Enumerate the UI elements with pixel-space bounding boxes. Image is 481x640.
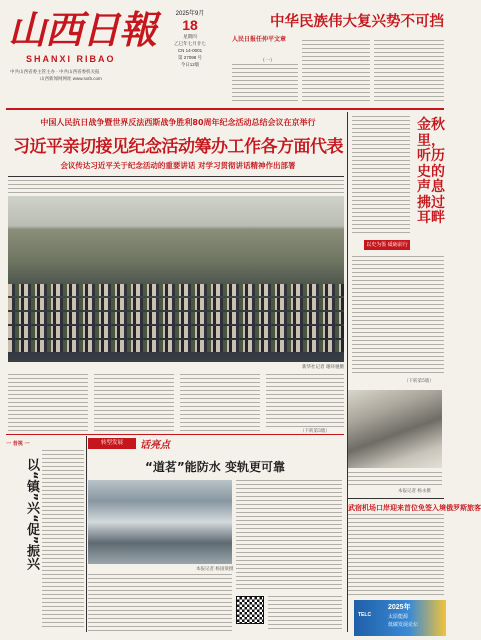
left-story-vertical-title[interactable]: 以“镇”兴“促”振兴 bbox=[24, 458, 39, 571]
page-count: 今日12版 bbox=[180, 62, 200, 67]
ad-title: 2025年 bbox=[388, 604, 411, 611]
right-column-headline[interactable]: 金秋里，听历史的声息拂过耳畔 bbox=[417, 117, 445, 226]
newspaper-logo[interactable]: 山西日報 bbox=[8, 7, 157, 52]
ad-brand: TELC bbox=[358, 612, 372, 618]
museum-photo-credit: 本报记者 杨永摄 bbox=[398, 489, 431, 494]
left-section-label: 一 昔视 一 bbox=[6, 441, 30, 447]
right-lower-rule bbox=[348, 498, 444, 499]
lead-story-kicker[interactable]: 中国人民抗日战争暨世界反法西斯战争胜利80周年纪念活动总结会议在京举行 bbox=[40, 118, 316, 127]
airport-story-body bbox=[348, 514, 444, 596]
feature-section-tag: 转型发展 bbox=[88, 438, 136, 449]
masthead bbox=[6, 6, 166, 86]
issue-code: CN 14-0001 bbox=[177, 48, 203, 53]
lower-section-divider bbox=[6, 434, 344, 435]
photo-credit: 新华社记者 谢环驰摄 bbox=[302, 365, 344, 370]
ad-line-1: 太原能源 bbox=[388, 614, 409, 620]
top-story-tag: 人民日报任仲平文章 bbox=[232, 36, 287, 43]
right-column-turn[interactable]: （下转第5版） bbox=[404, 379, 434, 384]
airport-story-headline[interactable]: 武宿机场口岸迎来首位免签入境俄罗斯旅客 bbox=[348, 504, 481, 512]
website-line[interactable]: 山西新闻网网址 www.sxrb.com bbox=[40, 76, 102, 81]
lead-story-body-col-2 bbox=[94, 374, 174, 434]
feature-section-label: 话亮点 bbox=[140, 440, 170, 451]
top-story-part: （一） bbox=[260, 58, 276, 64]
museum-caption bbox=[348, 472, 442, 486]
top-story-headline[interactable]: 中华民族伟大复兴势不可挡 bbox=[270, 14, 444, 30]
lead-story-body-col-1 bbox=[8, 374, 88, 434]
feature-body-tail bbox=[268, 596, 342, 630]
left-story-body bbox=[42, 450, 84, 630]
publisher-line: 中共山西省委主管主办 · 中共山西省委机关报 bbox=[10, 69, 100, 74]
top-story-body-col-3 bbox=[374, 40, 444, 104]
masthead-divider bbox=[6, 108, 444, 110]
lead-story-photo[interactable] bbox=[8, 196, 344, 362]
feature-photo[interactable] bbox=[88, 480, 232, 564]
logo-pinyin: SHANXI RIBAO bbox=[26, 54, 116, 64]
lead-story-subhead[interactable]: 会议传达习近平关于纪念活动的重要讲话 对学习贯彻讲话精神作出部署 bbox=[60, 161, 296, 170]
date-year-month: 2025年9月 bbox=[175, 11, 205, 17]
feature-headline[interactable]: “道茗”能防水 变轨更可靠 bbox=[145, 460, 285, 474]
right-column-body-1 bbox=[352, 116, 410, 236]
qr-code[interactable] bbox=[236, 596, 264, 624]
ad-line-2: 低碳发展论坛 bbox=[388, 622, 419, 628]
issue-number: 第 27098 号 bbox=[177, 55, 202, 60]
museum-photo[interactable] bbox=[348, 390, 442, 468]
lead-story-body-col-4 bbox=[266, 374, 344, 428]
date-weekday: 星期四 bbox=[183, 34, 197, 39]
feature-body-col-2 bbox=[236, 480, 342, 592]
date-day: 18 bbox=[182, 17, 198, 33]
date-lunar: 乙巳年七月廿七 bbox=[174, 41, 206, 46]
top-story-body-col-1 bbox=[232, 64, 298, 104]
lead-story-body-col-3 bbox=[180, 374, 260, 434]
feature-photo-credit: 本报记者 杨国梁摄 bbox=[196, 567, 234, 572]
lead-story-intro bbox=[8, 180, 344, 194]
lead-story-rule bbox=[8, 176, 344, 177]
lead-story-headline[interactable]: 习近平亲切接见纪念活动筹办工作各方面代表 bbox=[13, 137, 343, 157]
left-column-divider bbox=[86, 436, 87, 632]
date-box bbox=[170, 8, 210, 88]
feature-body-col-1 bbox=[88, 574, 232, 632]
lead-story-turn[interactable]: （下转第3版） bbox=[300, 429, 330, 434]
right-column-body-2 bbox=[352, 256, 444, 376]
right-column-tag: 以史为鉴 砥砺前行 bbox=[364, 240, 410, 250]
top-story-body-col-2 bbox=[302, 40, 370, 104]
